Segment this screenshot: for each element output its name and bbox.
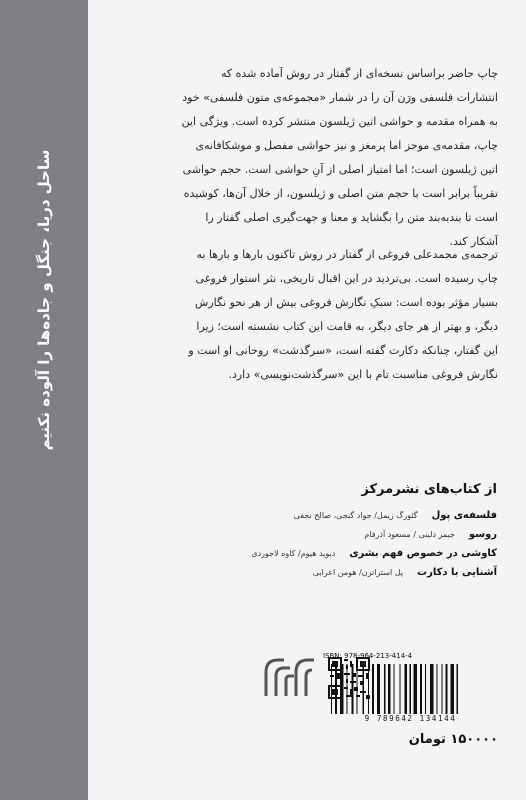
book-list-title: از کتاب‌های نشرمرکز (361, 482, 497, 497)
barcode (323, 652, 498, 724)
book-list (197, 510, 497, 586)
barcode-bars (329, 664, 494, 714)
book-authors: گئورگ زیمل/ جواد گنجی، صالح نجفی (293, 511, 418, 520)
book-item (197, 548, 497, 567)
book-item (197, 567, 497, 586)
book-authors: پل استراترن/ هومن اعرابی (312, 568, 404, 577)
book-item (197, 529, 497, 548)
spine-text: ساحل دریا، جنگل و جاده‌ها را آلوده نکنیم (35, 149, 53, 451)
ean-number: 9 789642 134144 (364, 714, 457, 723)
book-item (197, 510, 497, 529)
price: ۱۵۰۰۰۰ تومان (408, 732, 498, 747)
publisher-logo-icon (260, 652, 320, 702)
book-title: روسو (468, 529, 497, 540)
book-title: کاوشی در خصوص فهم بشری (349, 548, 497, 559)
book-authors: جیمز دلینی / مسعود آذرفام (364, 530, 455, 539)
book-title: آشنایی با دکارت (417, 567, 497, 578)
isbn-text: ISBN: 978-964-213-414-4 (323, 652, 413, 660)
description-paragraph-1: چاپ حاضر براساس نسخه‌ای از گفتار در روش آماده شده که انتشارات فلسفی ورَن آن را در شمار «مجموعه‌ی متون فلسفی» خود به همراه مقدمه و حواشی اتین ژیلسون منتشر کرده است. ویژگی این چاپ، مقدمه‌ی موجز اما پرمغز و نیز حواشی مفصل و موشکافانه‌ی اتین ژیلسون است؛ اما امتیاز اصلی از آنِ حواشی است. حجم حواشی تقریباً برابر است با حجم متن اصلی و ژیلسون، از خلال آن‌ها، کوشیده است تا بندبه‌بند متن را بگشاید و معنا و جهت‌گیری اصلی گفتار را آشکار کند. (181, 67, 498, 248)
book-title: فلسفه‌ی پول (431, 510, 497, 521)
description-paragraph-2: ترجمه‌ی محمدعلی فروغی از گفتار در روش تاکنون بارها و بارها به چاپ رسیده است. بی‌تردید در این اقبال تاریخی، نثر استوار فروغی بسیار مؤثر بوده است: سبکِ نگارش فروغی بیش از هر نحو نگارش دیگر، و بهتر از هر جای دیگر، به قامت این کتاب نشسته است؛ زیرا این گفتار، چنانکه دکارت گفته است، «سرگذشت» روحانی او است و نگارش فروغی مناسبت تام با این «سرگذشت‌نویسی» دارد. (188, 248, 498, 381)
book-authors: دیوید هیوم/ کاوه لاجوردی (251, 549, 336, 558)
back-cover (88, 0, 526, 800)
book-spine (0, 0, 88, 800)
